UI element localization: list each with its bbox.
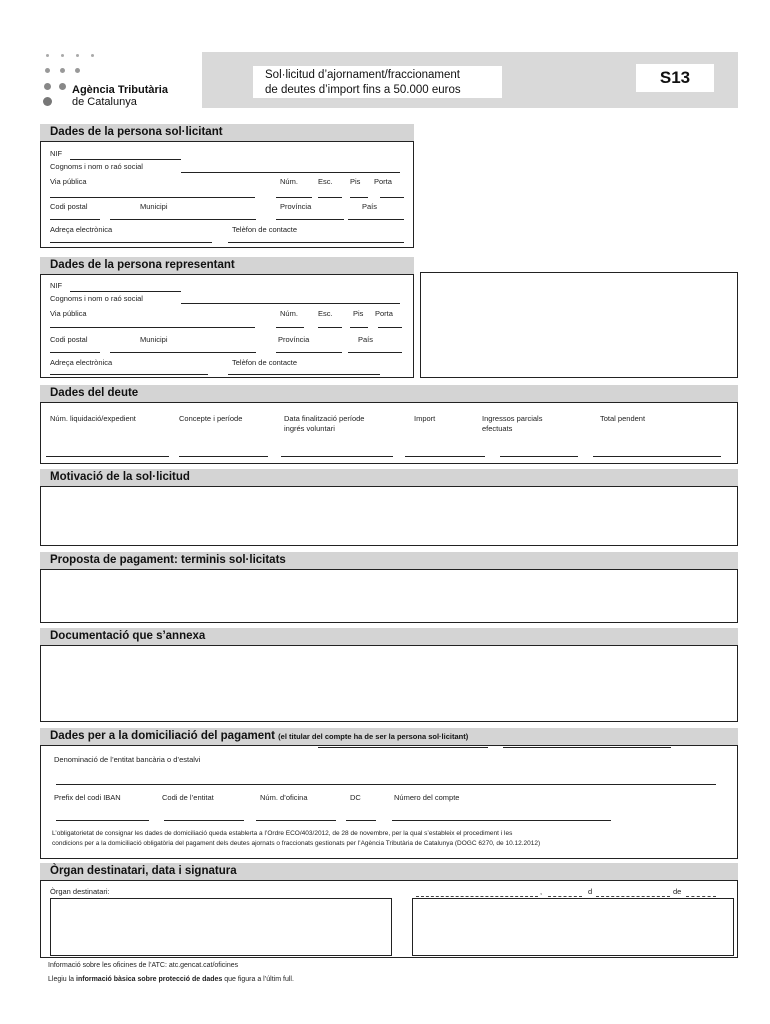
privacy-info: [48, 976, 294, 983]
representative-email-label: Adreça electrònica: [50, 358, 113, 367]
motivation-heading: Motivació de la sol·licitud: [40, 469, 738, 486]
applicant-heading: Dades de la persona sol·licitant: [40, 124, 414, 141]
motivation-field[interactable]: [40, 486, 738, 546]
representative-pis-field[interactable]: [350, 327, 368, 328]
applicant-email-field[interactable]: [50, 242, 212, 243]
date-d-label: d: [588, 887, 593, 896]
representative-porta-field[interactable]: [378, 327, 402, 328]
logo-dot-icon: [59, 83, 66, 90]
logo-dot-icon: [91, 54, 94, 57]
representative-name-label: Cognoms i nom o raó social: [50, 294, 143, 303]
debt-total-label: Total pendent: [600, 414, 646, 423]
signature-day-field[interactable]: [548, 896, 582, 897]
applicant-name-label: Cognoms i nom o raó social: [50, 162, 143, 171]
entity-code-label: Codi de l’entitat: [162, 793, 214, 802]
debt-partial-label-line1: Ingressos parcials: [482, 414, 543, 423]
representative-email-field[interactable]: [50, 374, 208, 375]
applicant-name-field[interactable]: [181, 172, 400, 173]
applicant-postal-code-field[interactable]: [50, 219, 100, 220]
agency-name: Agència Tributària: [72, 84, 168, 96]
applicant-postal-code-label: Codi postal: [50, 202, 88, 211]
privacy-pre: Llegiu la: [48, 976, 75, 983]
representative-esc-label: Esc.: [318, 309, 333, 318]
direct-debit-heading-note: (el titular del compte ha de ser la persona sol·licitant): [278, 732, 469, 741]
form-title-line1: Sol·licitud d’ajornament/fraccionament: [265, 69, 460, 81]
applicant-province-field[interactable]: [276, 219, 344, 220]
debt-import-field[interactable]: [405, 456, 485, 457]
signature-field[interactable]: [412, 898, 734, 956]
applicant-esc-field[interactable]: [318, 197, 342, 198]
applicant-country-label: País: [362, 202, 378, 211]
dc-field[interactable]: [346, 820, 376, 821]
form-title: [253, 66, 502, 98]
applicant-porta-label: Porta: [374, 177, 392, 186]
privacy-link[interactable]: informació bàsica sobre protecció de dades: [76, 976, 223, 983]
representative-nif-field[interactable]: [70, 291, 181, 292]
signature-year-field[interactable]: [686, 896, 716, 897]
account-num-field[interactable]: [392, 820, 611, 821]
representative-municipality-field[interactable]: [110, 352, 256, 353]
debt-partial-field[interactable]: [500, 456, 578, 457]
debt-date-field[interactable]: [281, 456, 393, 457]
representative-num-field[interactable]: [276, 327, 304, 328]
organ-label: Òrgan destinatari:: [50, 887, 110, 896]
debt-concept-field[interactable]: [179, 456, 268, 457]
logo-dot-icon: [60, 68, 65, 73]
dc-label: DC: [350, 793, 361, 802]
logo-dot-icon: [46, 54, 49, 57]
applicant-porta-field[interactable]: [380, 197, 404, 198]
organ-field[interactable]: [50, 898, 392, 956]
representative-nif-label: NIF: [50, 281, 63, 290]
documentation-field[interactable]: [40, 645, 738, 722]
debt-import-label: Import: [414, 414, 436, 423]
applicant-country-field[interactable]: [348, 219, 404, 220]
representative-postal-code-field[interactable]: [50, 352, 100, 353]
logo-dot-icon: [45, 68, 50, 73]
representative-province-field[interactable]: [276, 352, 342, 353]
applicant-num-field[interactable]: [276, 197, 312, 198]
debt-liquidation-field[interactable]: [46, 456, 169, 457]
representative-country-field[interactable]: [348, 352, 402, 353]
representative-phone-label: Telèfon de contacte: [232, 358, 298, 367]
applicant-num-label: Núm.: [280, 177, 298, 186]
representative-phone-field[interactable]: [228, 374, 380, 375]
applicant-email-label: Adreça electrònica: [50, 225, 113, 234]
debt-partial-label-line2: efectuats: [482, 424, 513, 433]
date-de-label: de: [673, 887, 682, 896]
form-code: S13: [636, 64, 714, 92]
logo-dot-icon: [43, 97, 52, 106]
bank-name-field[interactable]: [56, 784, 716, 785]
applicant-nif-field[interactable]: [70, 159, 181, 160]
direct-debit-heading-text: Dades per a la domiciliació del pagament: [50, 730, 275, 742]
representative-street-field[interactable]: [50, 327, 255, 328]
applicant-municipality-field[interactable]: [110, 219, 256, 220]
representative-street-label: Via pública: [50, 309, 87, 318]
date-comma: ,: [540, 887, 543, 896]
agency-region: de Catalunya: [72, 96, 137, 108]
signature-month-field[interactable]: [596, 896, 670, 897]
iban-prefix-label: Prefix del codi IBAN: [54, 793, 121, 802]
proposal-heading: Proposta de pagament: terminis sol·licitats: [40, 552, 738, 569]
debt-liquidation-label: Núm. liquidació/expedient: [50, 414, 136, 423]
representative-country-label: País: [358, 335, 374, 344]
applicant-phone-label: Telèfon de contacte: [232, 225, 298, 234]
representative-esc-field[interactable]: [318, 327, 342, 328]
debt-heading: Dades del deute: [40, 385, 738, 402]
legal-text-line1: L’obligatorietat de consignar les dades de domiciliació queda establerta a l’Ordre ECO/403/2012, de 28 de novembre, per la qual s’estableix el procediment i les: [52, 830, 513, 837]
applicant-phone-field[interactable]: [228, 242, 404, 243]
documentation-heading: Documentació que s’annexa: [40, 628, 738, 645]
logo-dot-icon: [75, 68, 80, 73]
debt-concept-label: Concepte i període: [179, 414, 243, 423]
debt-box: [40, 402, 738, 464]
entity-code-field[interactable]: [164, 820, 244, 821]
offices-info: Informació sobre les oficines de l’ATC: atc.gencat.cat/oficines: [48, 962, 239, 969]
applicant-municipality-label: Municipi: [140, 202, 168, 211]
logo-dot-icon: [61, 54, 64, 57]
representative-postal-code-label: Codi postal: [50, 335, 88, 344]
applicant-pis-field[interactable]: [350, 197, 368, 198]
logo-dot-icon: [44, 83, 51, 90]
debt-date-label-line1: Data finalització període: [284, 414, 365, 423]
representative-heading: Dades de la persona representant: [40, 257, 414, 274]
office-num-label: Núm. d’oficina: [260, 793, 308, 802]
representative-num-label: Núm.: [280, 309, 298, 318]
direct-debit-heading: [40, 728, 738, 745]
debt-date-label-line2: ingrés voluntari: [284, 424, 335, 433]
signature-place-field[interactable]: [416, 896, 538, 897]
legal-text-line2: condicions per a la domiciliació obligatòria del pagament dels deutes ajornats o fraccionats gestionats per l’Agència Tributària de Catalunya (DOGC 6270, de 10.12.2012): [52, 840, 541, 847]
logo-dot-icon: [76, 54, 79, 57]
office-num-field[interactable]: [256, 820, 336, 821]
debt-total-field[interactable]: [593, 456, 721, 457]
iban-prefix-field[interactable]: [56, 820, 149, 821]
applicant-street-label: Via pública: [50, 177, 87, 186]
representative-province-label: Província: [278, 335, 310, 344]
representative-side-box[interactable]: [420, 272, 738, 378]
applicant-pis-label: Pis: [350, 177, 361, 186]
representative-porta-label: Porta: [375, 309, 393, 318]
account-num-label: Número del compte: [394, 793, 460, 802]
applicant-province-label: Província: [280, 202, 312, 211]
applicant-street-field[interactable]: [50, 197, 255, 198]
representative-pis-label: Pis: [353, 309, 364, 318]
bank-name-label: Denominació de l’entitat bancària o d’estalvi: [54, 755, 201, 764]
applicant-esc-label: Esc.: [318, 177, 333, 186]
applicant-nif-label: NIF: [50, 149, 63, 158]
form-title-line2: de deutes d’import fins a 50.000 euros: [265, 84, 461, 96]
privacy-post: que figura a l’últim full.: [224, 976, 294, 983]
signature-heading: Òrgan destinatari, data i signatura: [40, 863, 738, 880]
proposal-field[interactable]: [40, 569, 738, 623]
representative-name-field[interactable]: [181, 303, 400, 304]
representative-municipality-label: Municipi: [140, 335, 168, 344]
